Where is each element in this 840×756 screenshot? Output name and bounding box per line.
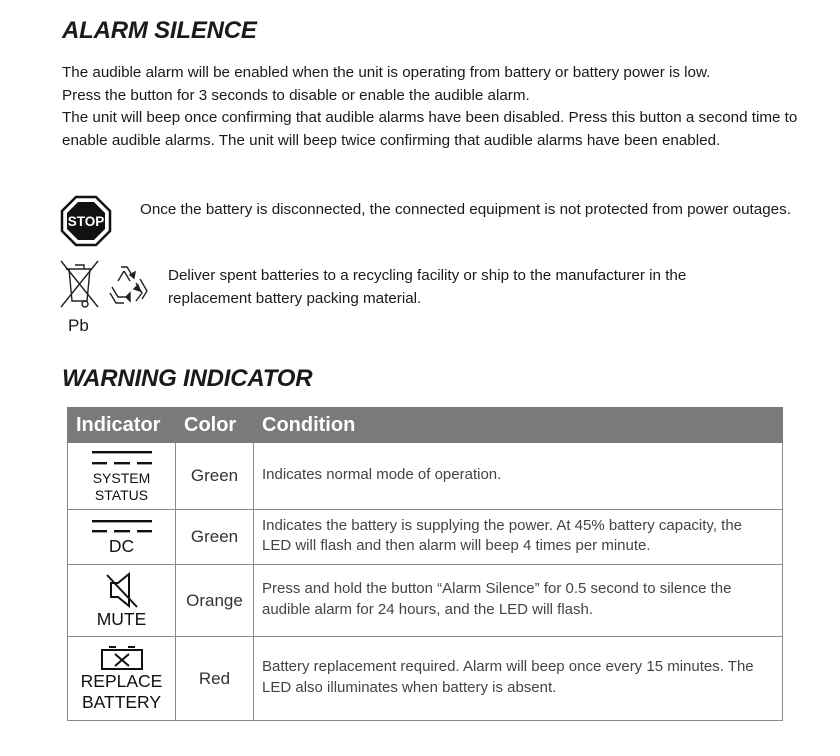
led-bars-icon [91,448,153,470]
color-cell: Orange [176,565,254,637]
dc-current-icon [91,518,153,536]
recycle-icon [110,267,147,303]
column-header-condition: Condition [254,408,783,443]
speaker-mute-icon [105,571,139,609]
warning-indicator-heading: WARNING INDICATOR [62,365,313,392]
paragraph-line: The audible alarm will be enabled when the unit is operating from battery or battery power is low. [62,64,711,81]
table-header-row [68,408,783,443]
color-cell: Green [176,443,254,510]
color-cell: Green [176,510,254,565]
indicator-label: BATTERY [81,691,162,712]
table-row [68,443,783,510]
indicator-cell [68,565,176,637]
recycling-icons [56,257,154,315]
table-row [68,637,783,721]
indicator-label: SYSTEM [92,470,151,486]
column-header-color: Color [176,408,254,443]
indicator-label: REPLACE [80,670,163,691]
recycling-note: Deliver spent batteries to a recycling facility or ship to the manufacturer in the replacement battery packing material. [168,267,687,307]
table-row [68,565,783,637]
indicator-cell [68,510,176,565]
color-cell: Red [176,637,254,721]
indicator-cell [68,637,176,721]
paragraph-line: The unit will beep once confirming that audible alarms have been disabled. Press this button a second time to enable audible alarms. The unit will beep twice confirming that audible alarms have been enabled. [62,109,798,149]
crossed-bin-icon [61,261,98,307]
indicator-cell [68,443,176,510]
condition-cell: Indicates normal mode of operation. [254,443,783,510]
condition-cell: Battery replacement required. Alarm will beep once every 15 minutes. The LED also illuminates when battery is absent. [254,637,783,721]
condition-cell: Indicates the battery is supplying the power. At 45% battery capacity, the LED will flash and then alarm will beep 4 times per minute. [254,510,783,565]
table-row [68,510,783,565]
indicator-label: MUTE [96,609,147,629]
stop-icon-text: STOP [67,214,105,229]
stop-sign-icon [60,195,112,247]
paragraph-line: Press the button for 3 seconds to disable or enable the audible alarm. [62,86,530,104]
battery-disconnect-note: Once the battery is disconnected, the connected equipment is not protected from power outages. [140,201,791,218]
alarm-silence-heading: ALARM SILENCE [62,17,257,44]
indicator-label: STATUS [94,487,149,503]
lead-symbol-label: Pb [68,316,89,335]
condition-cell: Press and hold the button “Alarm Silence” for 0.5 second to silence the audible alarm for 24 hours, and the LED will flash. [254,565,783,637]
indicator-label: DC [108,535,135,556]
battery-replace-icon [100,645,144,671]
column-header-indicator: Indicator [68,408,176,443]
warning-indicator-table [67,407,783,721]
alarm-silence-paragraph [62,62,802,152]
